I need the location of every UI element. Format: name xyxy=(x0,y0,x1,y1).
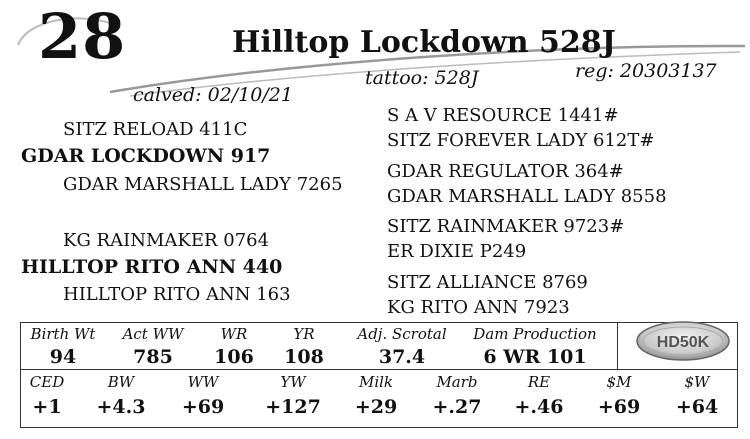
epd-value: +69 xyxy=(597,396,641,418)
pedigree-dam-sire: KG RAINMAKER 0764 xyxy=(63,230,270,251)
pedigree-gg: SITZ ALLIANCE 8769 xyxy=(387,272,588,293)
row-divider xyxy=(21,369,737,370)
animal-name: Hilltop Lockdown 528J xyxy=(232,25,616,60)
pedigree-gg: GDAR REGULATOR 364# xyxy=(387,161,624,182)
epd-value: +1 xyxy=(32,396,62,418)
performance-value: 785 xyxy=(133,346,173,368)
pedigree-gg: S A V RESOURCE 1441# xyxy=(387,105,619,126)
pedigree-gg: ER DIXIE P249 xyxy=(387,241,527,262)
registration-number: reg: 20303137 xyxy=(575,60,717,82)
performance-epd-table xyxy=(20,322,738,428)
epd-value: +29 xyxy=(354,396,398,418)
epd-value: +64 xyxy=(675,396,719,418)
epd-label: $W xyxy=(684,373,710,391)
calved-date: calved: 02/10/21 xyxy=(133,84,293,106)
lot-number: 28 xyxy=(38,0,127,73)
performance-label: Dam Production xyxy=(473,325,597,343)
epd-value: +.46 xyxy=(514,396,564,418)
epd-label: BW xyxy=(107,373,135,391)
performance-value: 106 xyxy=(214,346,254,368)
logo-text: HD50K xyxy=(656,334,710,351)
epd-value: +4.3 xyxy=(96,396,146,418)
epd-label: $M xyxy=(606,373,632,391)
pedigree-gg: SITZ FOREVER LADY 612T# xyxy=(387,130,655,151)
pedigree-gg: SITZ RAINMAKER 9723# xyxy=(387,216,625,237)
epd-label: CED xyxy=(29,373,65,391)
performance-value: 37.4 xyxy=(378,346,426,368)
pedigree-gg: KG RITO ANN 7923 xyxy=(387,297,570,318)
pedigree-sire-sire: SITZ RELOAD 411C xyxy=(63,119,248,140)
pedigree-gg: GDAR MARSHALL LADY 8558 xyxy=(387,186,667,207)
epd-value: +.27 xyxy=(432,396,482,418)
epd-label: Marb xyxy=(436,373,478,391)
pedigree-sire: GDAR LOCKDOWN 917 xyxy=(21,145,271,167)
epd-value: +127 xyxy=(265,396,321,418)
epd-label: RE xyxy=(527,373,551,391)
epd-label: Milk xyxy=(358,373,394,391)
performance-value: 94 xyxy=(49,346,77,368)
pedigree-dam: HILLTOP RITO ANN 440 xyxy=(21,256,283,278)
pedigree-dam-dam: HILLTOP RITO ANN 163 xyxy=(63,284,291,305)
column-divider xyxy=(617,323,618,369)
epd-label: YW xyxy=(280,373,306,391)
performance-label: Adj. Scrotal xyxy=(357,325,447,343)
performance-label: WR xyxy=(220,325,248,343)
tattoo: tattoo: 528J xyxy=(365,67,479,89)
performance-value: 108 xyxy=(284,346,324,368)
performance-label: Birth Wt xyxy=(30,325,96,343)
performance-label: YR xyxy=(293,325,315,343)
performance-value: 6 WR 101 xyxy=(483,346,587,368)
epd-label: WW xyxy=(187,373,219,391)
epd-value: +69 xyxy=(181,396,225,418)
pedigree-sire-dam: GDAR MARSHALL LADY 7265 xyxy=(63,174,343,195)
performance-label: Act WW xyxy=(122,325,184,343)
hd50k-logo xyxy=(635,320,731,362)
